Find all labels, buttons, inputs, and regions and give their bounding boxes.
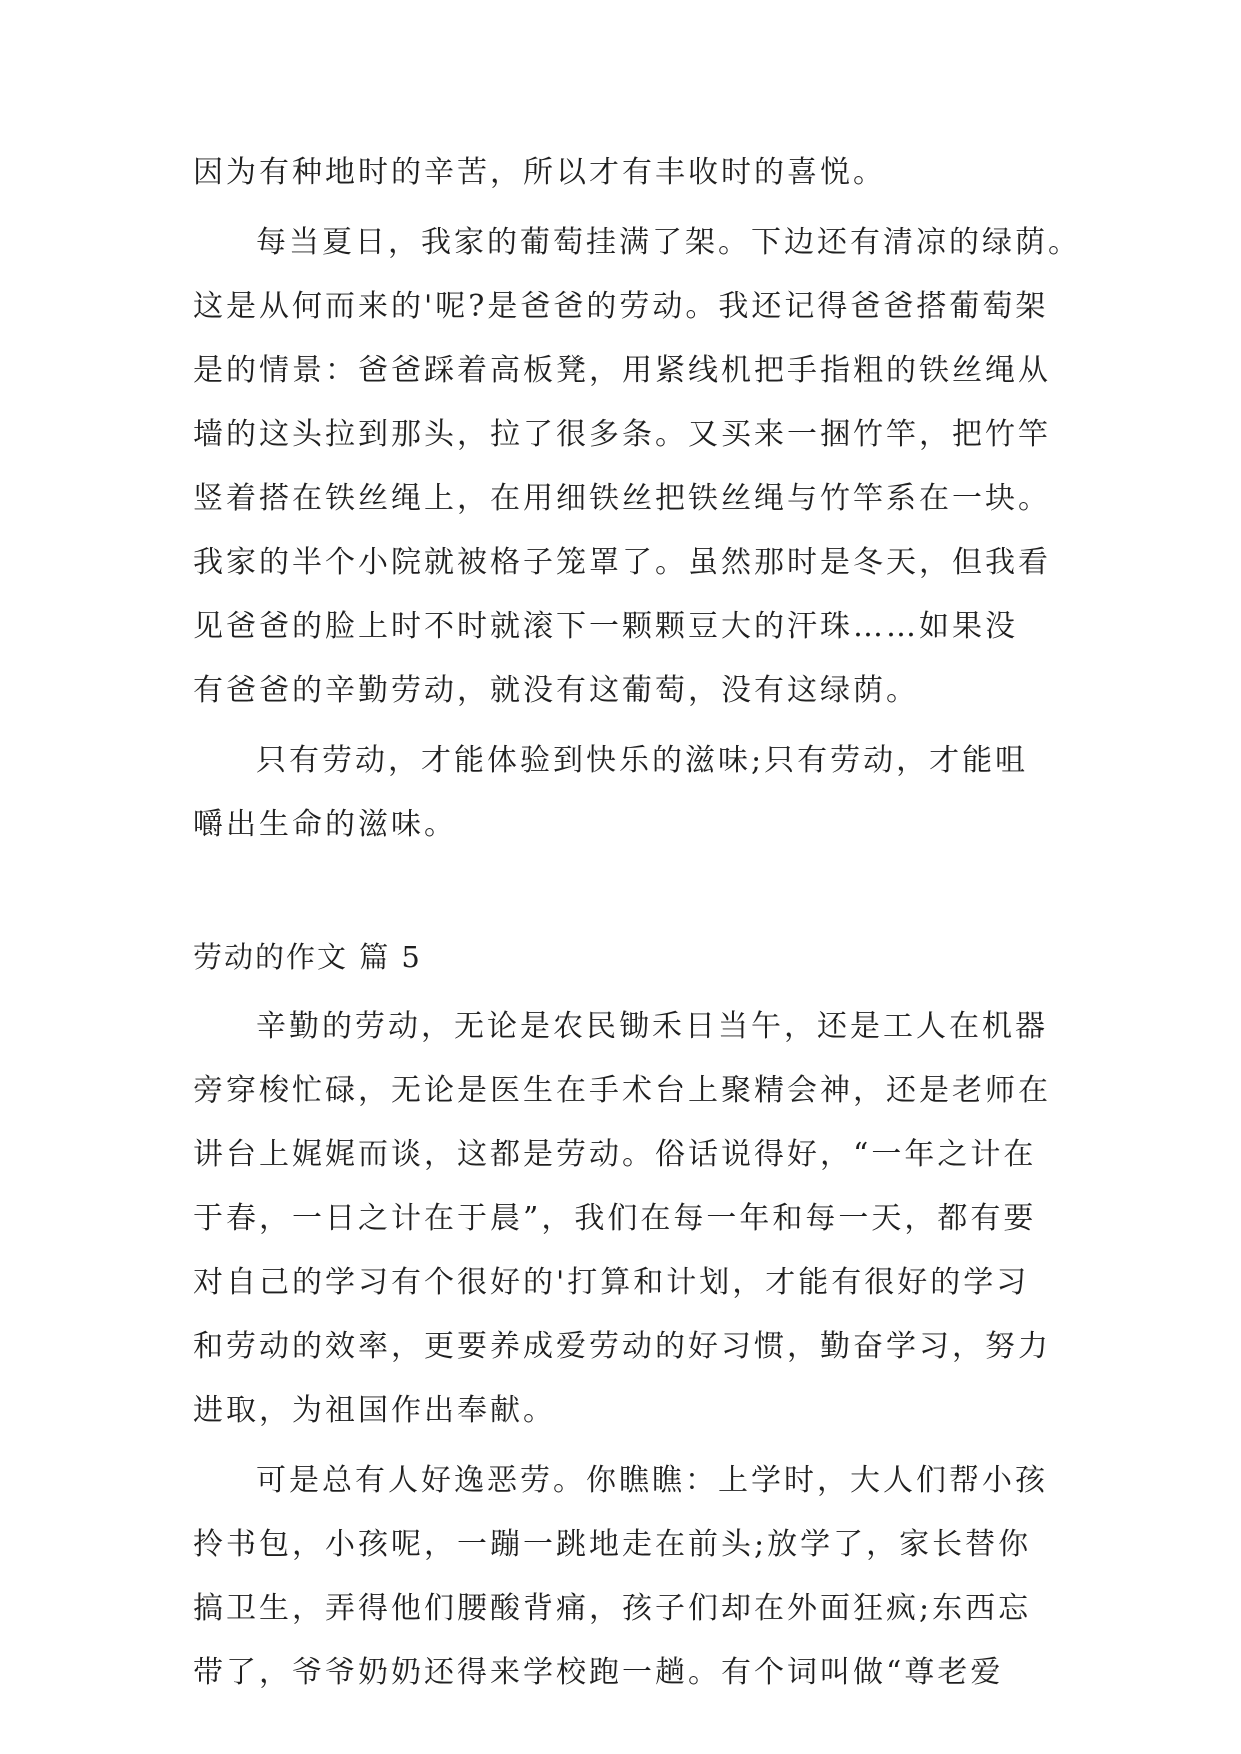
text-line: 有爸爸的辛勤劳动，就没有这葡萄，没有这绿荫。 bbox=[193, 673, 919, 708]
text-line: 因为有种地时的辛苦，所以才有丰收时的喜悦。 bbox=[193, 155, 886, 190]
text-line: 是的情景：爸爸踩着高板凳，用紧线机把手指粗的铁丝绳从 bbox=[193, 353, 1051, 388]
text-line: 见爸爸的脸上时不时就滚下一颗颗豆大的汗珠……如果没 bbox=[193, 609, 1018, 644]
paragraph-first-line: 可是总有人好逸恶劳。你瞧瞧：上学时，大人们帮小孩 bbox=[256, 1463, 1048, 1498]
text-line: 搞卫生，弄得他们腰酸背痛，孩子们却在外面狂疯;东西忘 bbox=[193, 1591, 1032, 1626]
paragraph-first-line: 只有劳动，才能体验到快乐的滋味;只有劳动，才能咀 bbox=[256, 743, 1029, 778]
section-heading: 劳动的作文 篇 5 bbox=[193, 940, 422, 974]
text-line: 我家的半个小院就被格子笼罩了。虽然那时是冬天，但我看 bbox=[193, 545, 1051, 580]
paragraph-first-line: 辛勤的劳动，无论是农民锄禾日当午，还是工人在机器 bbox=[256, 1009, 1048, 1044]
text-line: 嚼出生命的滋味。 bbox=[193, 807, 457, 842]
text-line: 对自己的学习有个很好的'打算和计划，才能有很好的学习 bbox=[193, 1265, 1030, 1300]
text-line: 旁穿梭忙碌，无论是医生在手术台上聚精会神，还是老师在 bbox=[193, 1073, 1051, 1108]
paragraph-first-line: 每当夏日，我家的葡萄挂满了架。下边还有清凉的绿荫。 bbox=[256, 225, 1081, 260]
text-line: 于春，一日之计在于晨”，我们在每一年和每一天，都有要 bbox=[193, 1201, 1037, 1236]
text-line: 带了，爷爷奶奶还得来学校跑一趟。有个词叫做“尊老爱 bbox=[193, 1655, 1004, 1690]
text-line: 墙的这头拉到那头，拉了很多条。又买来一捆竹竿，把竹竿 bbox=[193, 417, 1051, 452]
text-line: 拎书包，小孩呢，一蹦一跳地走在前头;放学了，家长替你 bbox=[193, 1527, 1032, 1562]
text-line: 进取，为祖国作出奉献。 bbox=[193, 1393, 556, 1428]
text-line: 竖着搭在铁丝绳上，在用细铁丝把铁丝绳与竹竿系在一块。 bbox=[193, 481, 1051, 516]
text-line: 这是从何而来的'呢?是爸爸的劳动。我还记得爸爸搭葡萄架 bbox=[193, 289, 1049, 324]
text-line: 讲台上娓娓而谈，这都是劳动。俗话说得好，“一年之计在 bbox=[193, 1137, 1037, 1172]
text-line: 和劳动的效率，更要养成爱劳动的好习惯，勤奋学习，努力 bbox=[193, 1329, 1051, 1364]
